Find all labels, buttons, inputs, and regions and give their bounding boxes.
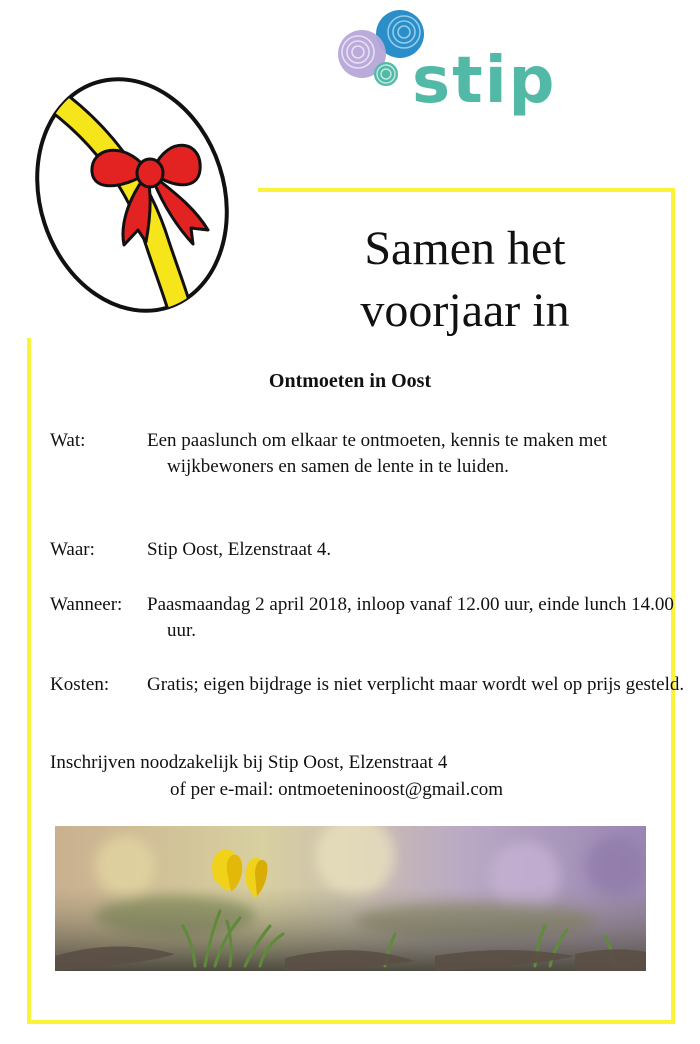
detail-label: Kosten: <box>50 674 110 695</box>
detail-value: Stip Oost, Elzenstraat 4. <box>147 539 332 560</box>
frame-top-border <box>258 188 675 192</box>
detail-label: Waar: <box>50 539 95 560</box>
registration-email-line: of per e-mail: ontmoeteninoost@gmail.com <box>170 779 504 800</box>
easter-egg-icon <box>28 70 236 320</box>
detail-label: Wanneer: <box>50 594 123 615</box>
crocus-flowers-image <box>55 826 646 971</box>
detail-value: Gratis; eigen bijdrage is niet verplicht maar wordt wel op prijs gesteld. <box>147 674 685 695</box>
detail-value: Een paaslunch om elkaar te ontmoeten, kennis te maken met wijkbewoners en samen de lente in te luiden. <box>147 430 608 477</box>
detail-label: Wat: <box>50 430 86 451</box>
frame-bottom-border <box>27 1020 675 1024</box>
frame-left-border <box>27 338 31 1024</box>
detail-value: Paasmaandag 2 april 2018, inloop vanaf 12.00 uur, einde lunch 14.00 uur. <box>147 594 674 641</box>
stip-logo-text: stip <box>412 44 557 118</box>
registration-line-1: Inschrijven noodzakelijk bij Stip Oost, Elzenstraat 4 <box>50 752 448 773</box>
title-line-2: voorjaar in <box>360 284 570 337</box>
subtitle: Ontmoeten in Oost <box>268 370 432 392</box>
title-line-1: Samen het <box>364 222 566 275</box>
page-title <box>320 218 610 342</box>
